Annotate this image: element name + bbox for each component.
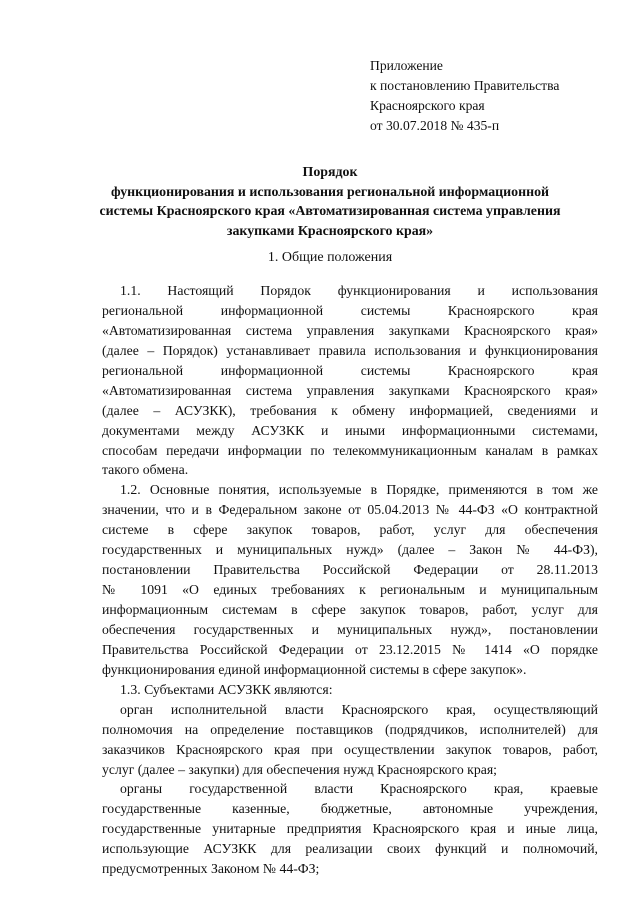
body-line: функционирования единой информационной системы в сфере закупок». [102,661,527,677]
title-line: функционирования и использования региональной информационной [110,184,550,200]
body-line: предусмотренных Законом № 44-ФЗ; [102,861,320,877]
body-line: 1.2. Основные понятия, используемые в Порядке, применяются в том же [120,482,598,498]
body-line: государственные унитарные предприятия Красноярского края и иные лица, [102,821,598,837]
appendix-line: Приложение [370,58,443,73]
section-heading: 1. Общие положения [267,250,393,265]
body-line: значении, что и в Федеральном законе от 05.04.2013 № 44-ФЗ «О контрактной [102,502,598,518]
body-line: постановлении Правительства Российской Федерации от 28.11.2013 [102,562,598,578]
body-line: «Автоматизированная система управления закупками Красноярского края» [102,322,598,338]
body-line: полномочия на определение поставщиков (подрядчиков, исполнителей) для [102,721,598,737]
body-line: услуг (далее – закупки) для обеспечения нужд Красноярского края; [102,761,497,777]
appendix-line: к постановлению Правительства [370,78,560,93]
title-line: Порядок [302,165,358,180]
body-line: информационным системам в сфере закупок товаров, работ, услуг для [102,602,598,617]
body-text [102,281,598,879]
body-line: (далее – АСУЗКК), требования к обмену информацией, сведениями и [102,402,598,418]
body-line: государственных и муниципальных нужд» (далее – Закон № 44-ФЗ), [102,542,598,558]
body-line: Правительства Российской Федерации от 23.12.2015 № 1414 «О порядке [102,641,598,657]
body-line: органы государственной власти Красноярского края, краевые [120,781,598,797]
body-line: № 1091 «О единых требованиях к региональным и муниципальным [102,582,598,598]
body-line: такого обмена. [102,462,189,478]
title-line: закупками Красноярского края» [226,223,434,239]
body-line: (далее – Порядок) устанавливает правила использования и функционирования [102,342,598,358]
body-line: обеспечения государственных и муниципальных нужд», постановлении [102,621,598,637]
body-line: государственные казенные, бюджетные, автономные учреждения, [102,801,598,817]
body-line: использующие АСУЗКК для реализации своих функций и полномочий, [102,841,598,857]
title-line: системы Красноярского края «Автоматизированная система управления [99,204,561,219]
appendix-line: Красноярского края [370,98,485,113]
body-line: способам передачи информации по телекоммуникационным каналам в рамках [102,442,598,458]
body-line: региональной информационной системы Красноярского края [102,302,598,318]
body-line: 1.3. Субъектами АСУЗКК являются: [120,681,333,697]
body-line: «Автоматизированная система управления закупками Красноярского края» [102,382,598,398]
body-line: системе в сфере закупок товаров, работ, услуг для обеспечения [102,522,598,538]
body-line: заказчиков Красноярского края при осуществлении закупок товаров, работ, [102,741,598,757]
body-line: 1.1. Настоящий Порядок функционирования и использования [120,283,598,298]
document-title [60,163,600,241]
appendix-line: от 30.07.2018 № 435-п [370,118,500,133]
body-line: орган исполнительной власти Красноярского края, осуществляющий [120,701,598,717]
appendix-block [370,56,559,136]
body-line: документами между АСУЗКК и иными информационными системами, [102,422,598,438]
body-line: региональной информационной системы Красноярского края [102,362,598,378]
